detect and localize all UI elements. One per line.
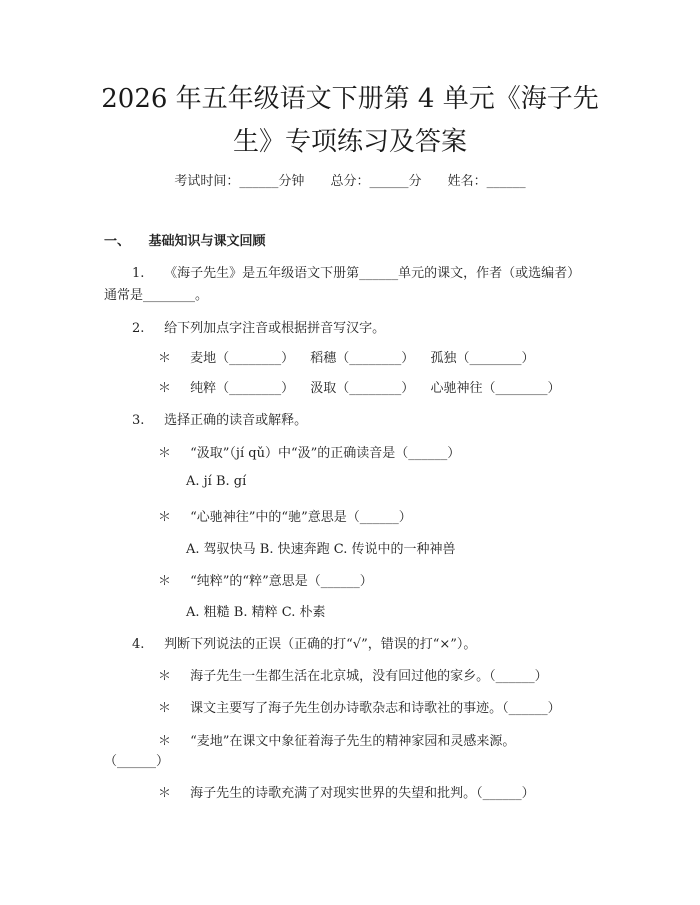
bullet-icon: ＊ [158,734,172,749]
question-number: 1. [132,266,145,281]
list-item [158,442,460,461]
question-1-continuation: 通常是________。 [104,288,209,303]
question-3 [132,409,307,428]
exam-meta [0,170,700,189]
fill-blank-item: 心驰神往（________） [430,381,561,396]
question-text: 《海子先生》是五年级语文下册第______单元的课文，作者（或选编者） [164,266,581,281]
list-item [158,697,561,716]
answer-options: A. jí B. gí [186,474,247,489]
question-1 [132,262,580,281]
statement-text: “麦地”在课文中象征着海子先生的精神家园和灵感来源。 [190,734,516,749]
student-name-field: 姓名：______ [447,174,526,189]
section-number: 一、 [104,234,131,249]
question-number: 4. [132,637,145,652]
fill-blank-item: 麦地（________） [190,351,295,366]
statement-text: 课文主要写了海子先生创办诗歌杂志和诗歌社的事迹。（______） [190,701,561,716]
sub-question-text: “纯粹”的“粹”意思是（______） [190,574,373,589]
list-item [158,377,572,396]
question-number: 2. [132,321,145,336]
bullet-icon: ＊ [158,381,172,396]
title-line-1: 2026 年五年级语文下册第 4 单元《海子先 [101,84,599,114]
statement-text: 海子先生的诗歌充满了对现实世界的失望和批判。（______） [190,786,535,801]
bullet-icon: ＊ [158,786,172,801]
list-item [158,782,535,801]
list-item [158,570,373,589]
page-title [90,78,610,164]
bullet-icon: ＊ [158,669,172,684]
sub-question-text: “汲取”（jí qǔ）中“汲”的正确读音是（______） [190,446,461,461]
bullet-icon: ＊ [158,510,172,525]
list-item [158,506,412,525]
section-heading [104,230,266,249]
answer-options: A. 粗糙 B. 精粹 C. 朴素 [186,605,326,620]
fill-blank-item: 纯粹（________） [190,381,295,396]
fill-blank-item: 汲取（________） [310,381,415,396]
question-2 [132,317,385,336]
bullet-icon: ＊ [158,446,172,461]
bullet-icon: ＊ [158,701,172,716]
question-number: 3. [132,413,145,428]
answer-options: A. 驾驭快马 B. 快速奔跑 C. 传说中的一种神兽 [186,542,456,557]
section-title: 基础知识与课文回顾 [148,234,266,249]
fill-blank-item: 孤独（________） [430,351,535,366]
exam-time-field: 考试时间：______分钟 [174,174,305,189]
bullet-icon: ＊ [158,574,172,589]
bullet-icon: ＊ [158,351,172,366]
list-item [158,665,548,684]
statement-continuation: （______） [104,754,170,769]
list-item [158,347,546,366]
fill-blank-item: 稻穗（________） [310,351,415,366]
question-4 [132,633,476,652]
statement-text: 海子先生一生都生活在北京城，没有回过他的家乡。（______） [190,669,548,684]
sub-question-text: “心驰神往”中的“驰”意思是（______） [190,510,412,525]
question-text: 给下列加点字注音或根据拼音写汉字。 [164,321,386,336]
list-item [158,730,515,749]
title-line-2: 生》专项练习及答案 [232,127,467,157]
question-text: 判断下列说法的正误（正确的打“√”，错误的打“×”）。 [164,637,477,652]
question-text: 选择正确的读音或解释。 [164,413,308,428]
total-score-field: 总分：______分 [330,174,422,189]
